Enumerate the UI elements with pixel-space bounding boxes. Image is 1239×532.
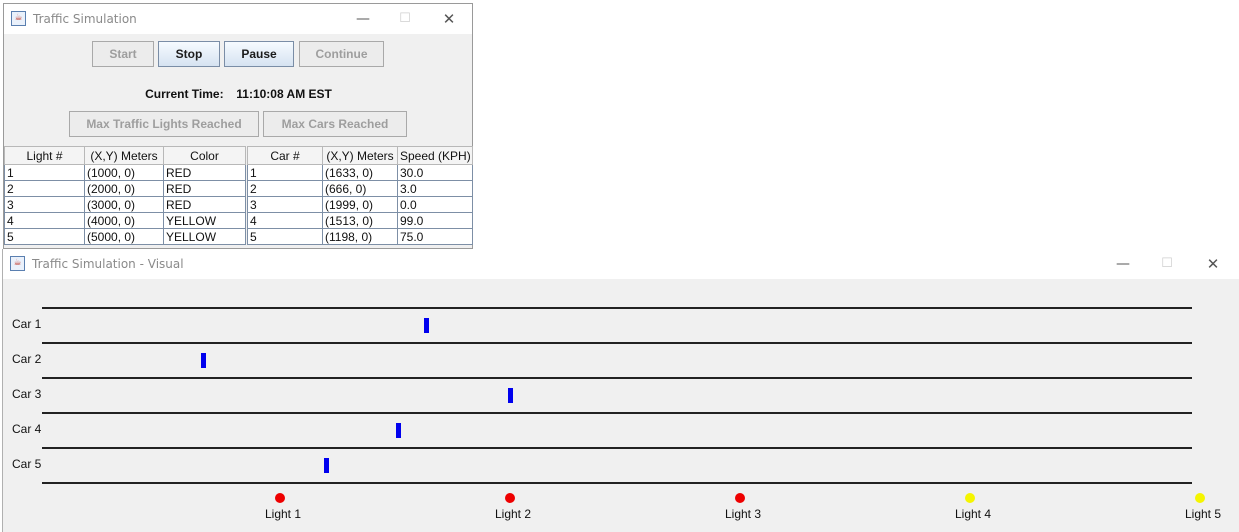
- table-row[interactable]: [5, 165, 246, 181]
- car-lane-label: Car 2: [12, 352, 42, 366]
- traffic-light-label: Light 3: [724, 507, 762, 521]
- table-row[interactable]: [5, 229, 246, 245]
- car-lane-label: Car 1: [12, 317, 42, 331]
- traffic-light-dot: [1195, 493, 1205, 503]
- start-button[interactable]: Start: [92, 41, 154, 67]
- car-position-cell: (1198, 0): [323, 229, 398, 245]
- table-row[interactable]: [248, 165, 473, 181]
- car-position-cell: (1633, 0): [323, 165, 398, 181]
- cars-table: [247, 146, 473, 245]
- car-speed-cell: 3.0: [398, 181, 473, 197]
- cars-table-header: [248, 147, 473, 165]
- minimize-icon[interactable]: —: [356, 11, 370, 27]
- traffic-light-dot: [275, 493, 285, 503]
- car-marker: [424, 318, 429, 333]
- traffic-light-label: Light 1: [264, 507, 302, 521]
- light-number-cell: 5: [5, 229, 85, 245]
- car-lane-label: Car 5: [12, 457, 42, 471]
- car-lane-label: Car 4: [12, 422, 42, 436]
- table-row[interactable]: [248, 181, 473, 197]
- table-row[interactable]: [248, 213, 473, 229]
- table-row[interactable]: [5, 197, 246, 213]
- car-position-cell: (666, 0): [323, 181, 398, 197]
- control-window-titlebar[interactable]: [4, 4, 472, 34]
- close-icon[interactable]: ✕: [442, 10, 456, 28]
- car-position-cell: (1513, 0): [323, 213, 398, 229]
- close-icon[interactable]: ✕: [1206, 255, 1220, 273]
- lights-table: [4, 146, 246, 245]
- traffic-light-label: Light 5: [1184, 507, 1222, 521]
- car-speed-cell: 0.0: [398, 197, 473, 213]
- control-window: [3, 3, 473, 249]
- max-traffic-lights-button[interactable]: Max Traffic Lights Reached: [69, 111, 259, 137]
- traffic-light-dot: [735, 493, 745, 503]
- car-number-cell: 5: [248, 229, 323, 245]
- car-marker: [201, 353, 206, 368]
- java-app-icon: ☕: [11, 11, 26, 26]
- header-car-number[interactable]: Car #: [248, 147, 323, 165]
- light-position-cell: (1000, 0): [85, 165, 164, 181]
- car-speed-cell: 30.0: [398, 165, 473, 181]
- road-lane-divider: [42, 412, 1192, 414]
- maximize-icon[interactable]: ☐: [1161, 256, 1173, 271]
- table-row[interactable]: [248, 197, 473, 213]
- road-lane-divider: [42, 307, 1192, 309]
- maximize-icon[interactable]: ☐: [399, 11, 411, 26]
- car-number-cell: 1: [248, 165, 323, 181]
- traffic-light-label: Light 2: [494, 507, 532, 521]
- visual-window-titlebar[interactable]: [3, 249, 1239, 279]
- traffic-light-label: Light 4: [954, 507, 992, 521]
- light-number-cell: 2: [5, 181, 85, 197]
- visual-window: [2, 249, 1239, 532]
- road-lane-divider: [42, 342, 1192, 344]
- car-position-cell: (1999, 0): [323, 197, 398, 213]
- light-color-cell: RED: [164, 197, 246, 213]
- car-speed-cell: 75.0: [398, 229, 473, 245]
- light-color-cell: YELLOW: [164, 213, 246, 229]
- stop-button[interactable]: Stop: [158, 41, 220, 67]
- current-time-label: Current Time:: [145, 87, 224, 101]
- car-speed-cell: 99.0: [398, 213, 473, 229]
- header-light-number[interactable]: Light #: [5, 147, 85, 165]
- road-lane-divider: [42, 377, 1192, 379]
- car-number-cell: 2: [248, 181, 323, 197]
- header-car-speed[interactable]: Speed (KPH): [398, 147, 473, 165]
- table-row[interactable]: [5, 213, 246, 229]
- traffic-light-dot: [505, 493, 515, 503]
- light-number-cell: 1: [5, 165, 85, 181]
- light-color-cell: YELLOW: [164, 229, 246, 245]
- table-row[interactable]: [5, 181, 246, 197]
- road-lane-divider: [42, 447, 1192, 449]
- road-lane-divider: [42, 482, 1192, 484]
- car-number-cell: 3: [248, 197, 323, 213]
- light-number-cell: 4: [5, 213, 85, 229]
- light-number-cell: 3: [5, 197, 85, 213]
- light-position-cell: (2000, 0): [85, 181, 164, 197]
- light-color-cell: RED: [164, 165, 246, 181]
- header-light-color[interactable]: Color: [164, 147, 246, 165]
- header-car-position[interactable]: (X,Y) Meters: [323, 147, 398, 165]
- light-color-cell: RED: [164, 181, 246, 197]
- car-lane-label: Car 3: [12, 387, 42, 401]
- light-position-cell: (3000, 0): [85, 197, 164, 213]
- current-time-value: 11:10:08 AM EST: [236, 87, 332, 101]
- light-position-cell: (4000, 0): [85, 213, 164, 229]
- control-window-title: Traffic Simulation: [33, 12, 137, 26]
- visual-window-title: Traffic Simulation - Visual: [32, 257, 184, 271]
- car-marker: [324, 458, 329, 473]
- light-position-cell: (5000, 0): [85, 229, 164, 245]
- java-app-icon: ☕: [10, 256, 25, 271]
- car-marker: [508, 388, 513, 403]
- header-light-position[interactable]: (X,Y) Meters: [85, 147, 164, 165]
- car-number-cell: 4: [248, 213, 323, 229]
- table-row[interactable]: [248, 229, 473, 245]
- minimize-icon[interactable]: —: [1116, 256, 1130, 272]
- traffic-light-dot: [965, 493, 975, 503]
- current-time-row: [4, 87, 473, 101]
- max-cars-button[interactable]: Max Cars Reached: [263, 111, 407, 137]
- car-marker: [396, 423, 401, 438]
- pause-button[interactable]: Pause: [224, 41, 294, 67]
- lights-table-header: [5, 147, 246, 165]
- continue-button[interactable]: Continue: [299, 41, 384, 67]
